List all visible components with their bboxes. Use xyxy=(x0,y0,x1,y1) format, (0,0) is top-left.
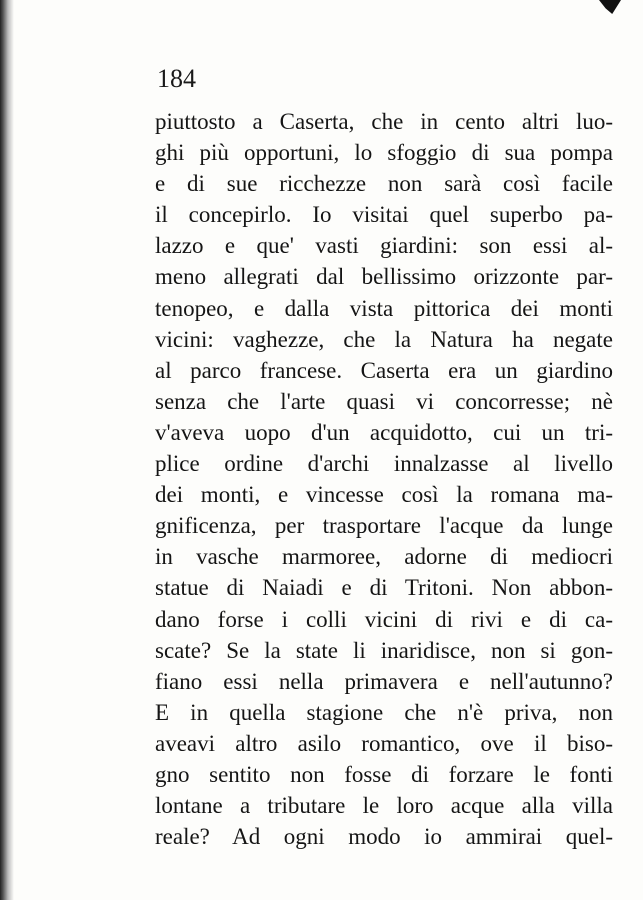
corner-scan-mark xyxy=(599,0,621,14)
text-line: E in quella stagione che n'è priva, non xyxy=(155,699,613,725)
text-line: aveavi altro asilo romantico, ove il biso- xyxy=(155,730,613,756)
text-line: gno sentito non fosse di forzare le fonti xyxy=(155,761,613,787)
text-line: fiano essi nella primavera e nell'autunno? xyxy=(155,668,613,694)
body-text xyxy=(155,106,613,852)
text-line: dei monti, e vincesse così la romana ma- xyxy=(155,482,613,508)
text-line: piuttosto a Caserta, che in cento altri luo- xyxy=(155,109,613,134)
text-line: meno allegrati dal bellissimo orizzonte par- xyxy=(155,264,613,290)
text-line: e di sue ricchezze non sarà così facile xyxy=(155,171,613,197)
text-line: gnificenza, per trasportare l'acque da lunge xyxy=(155,513,613,539)
text-line: vicini: vaghezze, che la Natura ha negate xyxy=(155,326,613,352)
text-line: dano forse i colli vicini di rivi e di ca- xyxy=(155,606,613,632)
text-line: lazzo e que' vasti giardini: son essi al- xyxy=(155,233,613,259)
text-line: lontane a tributare le loro acque alla villa xyxy=(155,793,613,819)
text-line: tenopeo, e dalla vista pittorica dei monti xyxy=(155,295,613,321)
text-line: il concepirlo. Io visitai quel superbo pa- xyxy=(155,202,613,228)
text-line: in vasche marmoree, adorne di mediocri xyxy=(155,544,613,570)
text-line: senza che l'arte quasi vi concorresse; nè xyxy=(155,388,613,414)
page-number: 184 xyxy=(157,64,196,93)
text-line: ghi più opportuni, lo sfoggio di sua pompa xyxy=(155,140,613,166)
text-line: scate? Se la state li inaridisce, non si gon- xyxy=(155,637,613,663)
text-line: plice ordine d'archi innalzasse al livello xyxy=(155,451,613,477)
text-line: al parco francese. Caserta era un giardino xyxy=(155,357,613,383)
text-line: reale? Ad ogni modo io ammirai quel- xyxy=(155,824,613,850)
text-line: statue di Naiadi e di Tritoni. Non abbon- xyxy=(155,575,613,601)
page-binding-shadow xyxy=(0,0,14,900)
text-line: v'aveva uopo d'un acquidotto, cui un tri- xyxy=(155,419,613,445)
